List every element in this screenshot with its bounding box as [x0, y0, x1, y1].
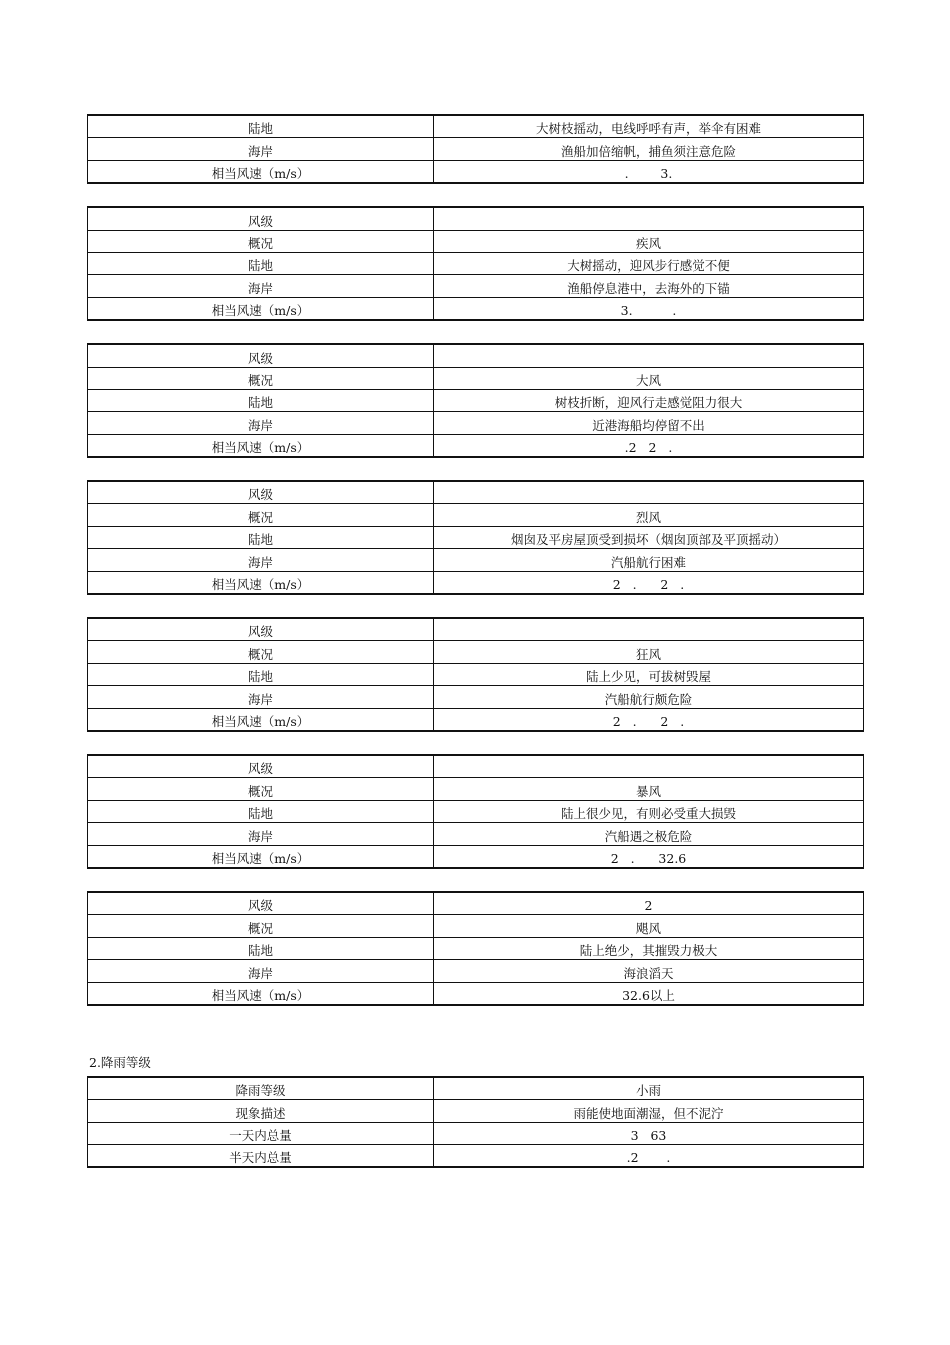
- table-row: [88, 915, 864, 937]
- row-value: [434, 207, 864, 230]
- table-row: [88, 389, 864, 411]
- document-page: [87, 114, 864, 1168]
- table-row: [88, 892, 864, 915]
- table-row: [88, 481, 864, 504]
- row-value: 32.6以上: [434, 982, 864, 1005]
- wind-table-7: [87, 891, 864, 1006]
- row-value: 大树枝摇动，电线呼呼有声，举伞有困难: [434, 115, 864, 138]
- row-value: 烈风: [434, 504, 864, 526]
- row-value: 大风: [434, 367, 864, 389]
- row-value: 3. .: [434, 297, 864, 320]
- row-label: 一天内总量: [88, 1122, 434, 1144]
- row-label: 相当风速（m/s）: [88, 708, 434, 731]
- wind-table-6: [87, 754, 864, 869]
- row-value: 大树摇动，迎风步行感觉不便: [434, 252, 864, 274]
- row-label: 概况: [88, 915, 434, 937]
- row-label: 相当风速（m/s）: [88, 982, 434, 1005]
- row-value: 2 . 2 .: [434, 571, 864, 594]
- row-label: 概况: [88, 230, 434, 252]
- row-value: 海浪滔天: [434, 960, 864, 982]
- row-label: 风级: [88, 481, 434, 504]
- row-value: 汽船航行困难: [434, 549, 864, 571]
- table-row: [88, 1145, 864, 1168]
- table-row: [88, 207, 864, 230]
- row-label: 概况: [88, 778, 434, 800]
- row-label: 陆地: [88, 663, 434, 685]
- row-value: [434, 344, 864, 367]
- table-row: [88, 778, 864, 800]
- row-label: 海岸: [88, 960, 434, 982]
- row-label: 陆地: [88, 937, 434, 959]
- rain-table: [87, 1076, 864, 1169]
- row-label: 相当风速（m/s）: [88, 571, 434, 594]
- wind-table-1: [87, 114, 864, 184]
- row-label: 现象描述: [88, 1100, 434, 1122]
- row-value: 疾风: [434, 230, 864, 252]
- row-value: .2 .: [434, 1145, 864, 1168]
- row-value: 2: [434, 892, 864, 915]
- row-value: . 3.: [434, 160, 864, 183]
- table-row: [88, 367, 864, 389]
- row-value: 狂风: [434, 641, 864, 663]
- table-row: [88, 1077, 864, 1100]
- row-label: 海岸: [88, 275, 434, 297]
- row-label: 海岸: [88, 138, 434, 160]
- table-row: [88, 1122, 864, 1144]
- row-label: 海岸: [88, 823, 434, 845]
- table-row: [88, 504, 864, 526]
- table-row: [88, 982, 864, 1005]
- table-row: [88, 252, 864, 274]
- row-label: 陆地: [88, 389, 434, 411]
- row-value: 飓风: [434, 915, 864, 937]
- row-label: 陆地: [88, 800, 434, 822]
- table-row: [88, 708, 864, 731]
- table-row: [88, 755, 864, 778]
- row-label: 概况: [88, 367, 434, 389]
- row-value: [434, 618, 864, 641]
- table-row: [88, 686, 864, 708]
- row-value: 雨能使地面潮湿，但不泥泞: [434, 1100, 864, 1122]
- section-title-rain: 2.降雨等级: [89, 1054, 151, 1070]
- table-row: [88, 937, 864, 959]
- row-label: 概况: [88, 504, 434, 526]
- row-value: 陆上很少见，有则必受重大损毁: [434, 800, 864, 822]
- row-value: 小雨: [434, 1077, 864, 1100]
- row-value: 树枝折断，迎风行走感觉阻力很大: [434, 389, 864, 411]
- wind-table-5: [87, 617, 864, 732]
- row-label: 海岸: [88, 549, 434, 571]
- row-label: 半天内总量: [88, 1145, 434, 1168]
- row-label: 风级: [88, 207, 434, 230]
- table-row: [88, 960, 864, 982]
- table-row: [88, 571, 864, 594]
- row-value: [434, 755, 864, 778]
- table-row: [88, 845, 864, 868]
- row-label: 风级: [88, 618, 434, 641]
- wind-table-3: [87, 343, 864, 458]
- table-row: [88, 297, 864, 320]
- row-value: 渔船停息港中，去海外的下锚: [434, 275, 864, 297]
- row-label: 相当风速（m/s）: [88, 297, 434, 320]
- row-label: 相当风速（m/s）: [88, 160, 434, 183]
- row-value: 近港海船均停留不出: [434, 412, 864, 434]
- row-label: 风级: [88, 892, 434, 915]
- row-value: 渔船加倍缩帆，捕鱼须注意危险: [434, 138, 864, 160]
- row-label: 风级: [88, 755, 434, 778]
- table-row: [88, 549, 864, 571]
- table-row: [88, 344, 864, 367]
- table-row: [88, 138, 864, 160]
- table-row: [88, 526, 864, 548]
- row-label: 海岸: [88, 686, 434, 708]
- wind-table-4: [87, 480, 864, 595]
- row-label: 海岸: [88, 412, 434, 434]
- row-label: 陆地: [88, 252, 434, 274]
- row-label: 相当风速（m/s）: [88, 434, 434, 457]
- row-value: 2 . 32.6: [434, 845, 864, 868]
- row-value: [434, 481, 864, 504]
- row-label: 风级: [88, 344, 434, 367]
- row-label: 陆地: [88, 115, 434, 138]
- table-row: [88, 275, 864, 297]
- table-row: [88, 800, 864, 822]
- table-row: [88, 115, 864, 138]
- row-value: 汽船航行颇危险: [434, 686, 864, 708]
- row-value: 陆上少见，可拔树毁屋: [434, 663, 864, 685]
- wind-table-2: [87, 206, 864, 321]
- row-label: 概况: [88, 641, 434, 663]
- row-label: 降雨等级: [88, 1077, 434, 1100]
- row-label: 相当风速（m/s）: [88, 845, 434, 868]
- table-row: [88, 618, 864, 641]
- row-value: 汽船遇之极危险: [434, 823, 864, 845]
- row-label: 陆地: [88, 526, 434, 548]
- table-row: [88, 434, 864, 457]
- table-row: [88, 412, 864, 434]
- row-value: .2 2 .: [434, 434, 864, 457]
- table-row: [88, 230, 864, 252]
- table-row: [88, 1100, 864, 1122]
- row-value: 暴风: [434, 778, 864, 800]
- row-value: 陆上绝少，其摧毁力极大: [434, 937, 864, 959]
- row-value: 烟囱及平房屋顶受到损坏（烟囱顶部及平顶摇动）: [434, 526, 864, 548]
- table-row: [88, 160, 864, 183]
- table-row: [88, 823, 864, 845]
- table-row: [88, 663, 864, 685]
- row-value: 2 . 2 .: [434, 708, 864, 731]
- table-row: [88, 641, 864, 663]
- row-value: 3 63: [434, 1122, 864, 1144]
